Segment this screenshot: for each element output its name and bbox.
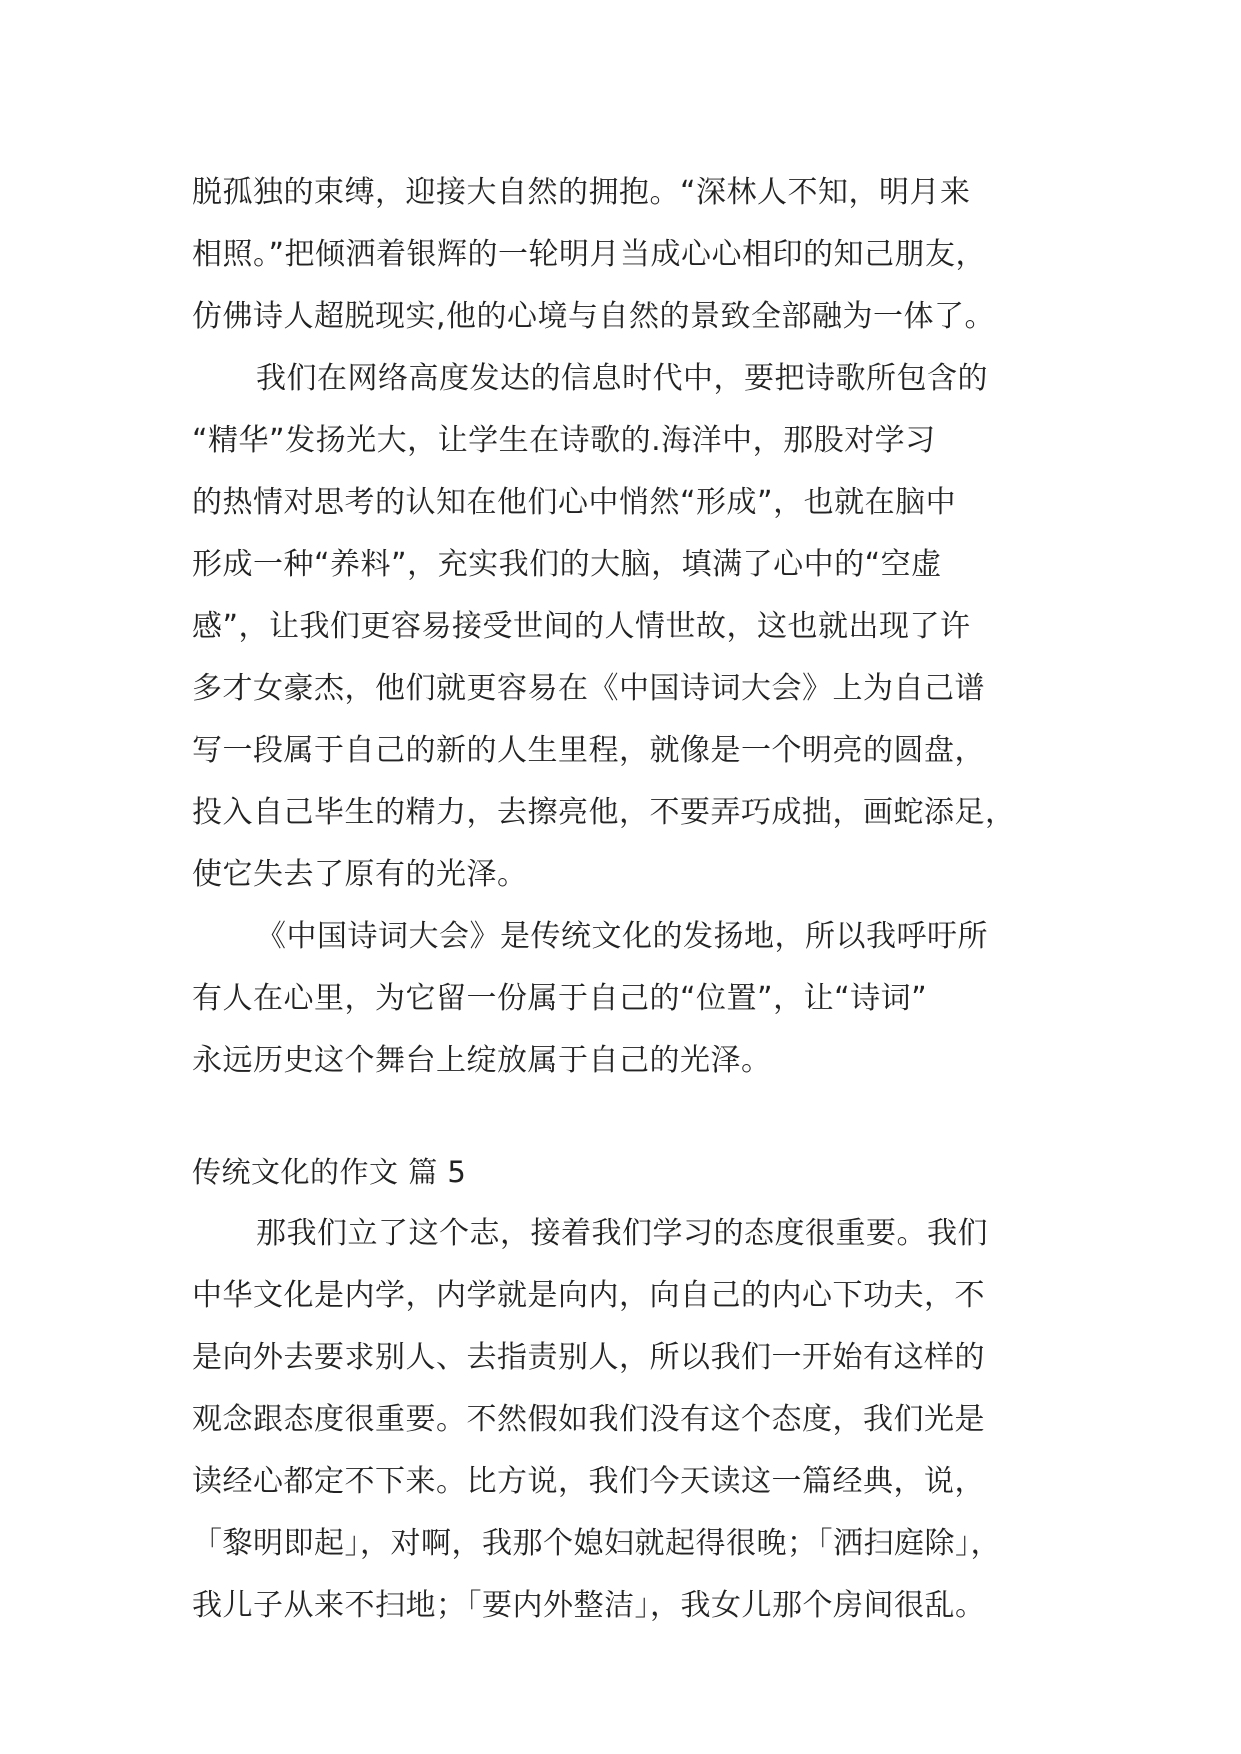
text-line: 中华文化是内学，内学就是向内，向自己的内心下功夫，不 [192, 1278, 985, 1313]
text-line: 形成一种“养料”，充实我们的大脑，填满了心中的“空虚 [192, 547, 942, 582]
text-line: 是向外去要求别人、去指责别人，所以我们一开始有这样的 [192, 1340, 985, 1375]
text-line: 仿佛诗人超脱现实,他的心境与自然的景致全部融为一体了。 [192, 299, 996, 334]
paragraph-poetry-conference [192, 906, 1092, 1092]
text-line: 相照。”把倾洒着银辉的一轮明月当成心心相印的知己朋友， [192, 237, 987, 272]
text-line: 有人在心里，为它留一份属于自己的“位置”，让“诗词” [192, 981, 928, 1016]
paragraph-learning-attitude [192, 1203, 1092, 1637]
text-line: 感”，让我们更容易接受世间的人情世故，这也就出现了许 [192, 609, 971, 644]
text-line: “精华”发扬光大，让学生在诗歌的.海洋中，那股对学习 [192, 423, 936, 458]
text-line: 那我们立了这个志，接着我们学习的态度很重要。我们 [256, 1216, 988, 1251]
text-line: 读经心都定不下来。比方说，我们今天读这一篇经典，说， [192, 1464, 985, 1499]
section-heading: 传统文化的作文 篇 5 [192, 1155, 467, 1189]
text-line: 的热情对思考的认知在他们心中悄然“形成”，也就在脑中 [192, 485, 957, 520]
text-line: 脱孤独的束缚，迎接大自然的拥抱。“深林人不知，明月来 [192, 175, 971, 210]
text-line: 永远历史这个舞台上绽放属于自己的光泽。 [192, 1043, 772, 1078]
text-line: 《中国诗词大会》是传统文化的发扬地，所以我呼吁所 [256, 919, 988, 954]
text-line: 写一段属于自己的新的人生里程，就像是一个明亮的圆盘， [192, 733, 985, 768]
text-line: 我们在网络高度发达的信息时代中，要把诗歌所包含的 [256, 361, 988, 396]
text-line: 我儿子从来不扫地；「要内外整洁」，我女儿那个房间很乱。 [192, 1588, 986, 1623]
paragraph-continuation [192, 162, 1092, 348]
text-line: 投入自己毕生的精力，去擦亮他，不要弄巧成拙，画蛇添足， [192, 795, 1016, 830]
document-body [192, 162, 1092, 1637]
text-line: 多才女豪杰，他们就更容易在《中国诗词大会》上为自己谱 [192, 671, 985, 706]
paragraph-poetry-essence [192, 348, 1092, 906]
text-line: 「黎明即起」，对啊，我那个媳妇就起得很晚；「洒扫庭除」， [192, 1526, 1001, 1561]
text-line: 观念跟态度很重要。不然假如我们没有这个态度，我们光是 [192, 1402, 985, 1437]
text-line: 使它失去了原有的光泽。 [192, 857, 528, 892]
